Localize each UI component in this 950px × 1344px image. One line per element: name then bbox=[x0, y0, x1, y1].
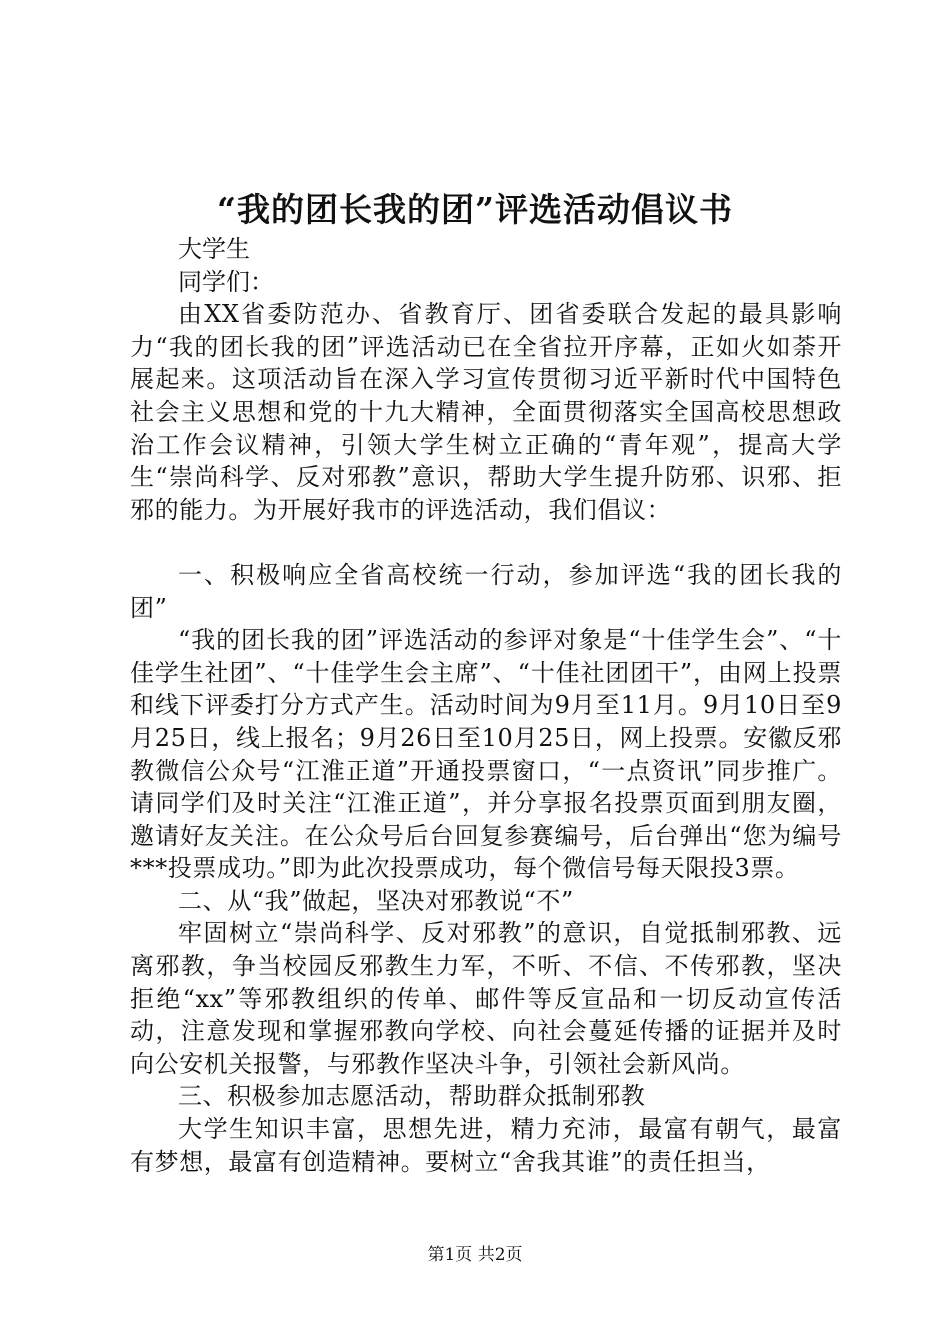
paragraph-section-3: 大学生知识丰富，思想先进，精力充沛，最富有朝气，最富有梦想，最富有创造精神。要树立“舍我其谁”的责任担当， bbox=[130, 1115, 842, 1176]
paragraph-gap bbox=[130, 526, 842, 559]
section-heading-1: 一、积极响应全省高校统一行动，参加评选“我的团长我的团” bbox=[130, 560, 842, 622]
section-heading-2: 二、从“我”做起，坚决对邪教说“不” bbox=[178, 886, 574, 915]
document-title: “我的团长我的团”评选活动倡议书 bbox=[217, 190, 733, 229]
page-footer: 第1页 共2页 bbox=[427, 1245, 523, 1265]
paragraph-section-2: 牢固树立“崇尚科学、反对邪教”的意识，自觉抵制邪教、远离邪教，争当校园反邪教生力军，不听、不信、不传邪教，坚决拒绝“xx”等邪教组织的传单、邮件等反宣品和一切反动宣传活动，注意发现和掌握邪教向学校、向社会蔓延传播的证据并及时向公安机关报警，与邪教作坚决斗争，引领社会新风尚。 bbox=[130, 919, 842, 1078]
greeting-line: 同学们： bbox=[178, 267, 274, 296]
section-heading-3: 三、积极参加志愿活动，帮助群众抵制邪教 bbox=[178, 1082, 646, 1111]
paragraph-section-1: “我的团长我的团”评选活动的参评对象是“十佳学生会”、“十佳学生社团”、“十佳学生会主席”、“十佳社团团干”，由网上投票和线下评委打分方式产生。活动时间为9月至11月。9月10日至9月25日，线上报名；9月26日至10月25日，网上投票。安徽反邪教微信公众号“江淮正道”开通投票窗口，“一点资讯”同步推广。请同学们及时关注“江淮正道”，并分享报名投票页面到朋友圈，邀请好友关注。在公众号后台回复参赛编号，后台弹出“您为编号***投票成功。”即为此次投票成功，每个微信号每天限投3票。 bbox=[130, 626, 842, 883]
paragraph-intro: 由XX省委防范办、省教育厅、团省委联合发起的最具影响力“我的团长我的团”评选活动已在全省拉开序幕，正如火如荼开展起来。这项活动旨在深入学习宣传贯彻习近平新时代中国特色社会主义思想和党的十九大精神，全面贯彻落实全国高校思想政治工作会议精神，引领大学生树立正确的“青年观”，提高大学生“崇尚科学、反对邪教”意识，帮助大学生提升防邪、识邪、拒邪的能力。为开展好我市的评选活动，我们倡议： bbox=[130, 300, 842, 524]
document-body bbox=[130, 233, 842, 1178]
recipient-line: 大学生 bbox=[178, 235, 250, 263]
